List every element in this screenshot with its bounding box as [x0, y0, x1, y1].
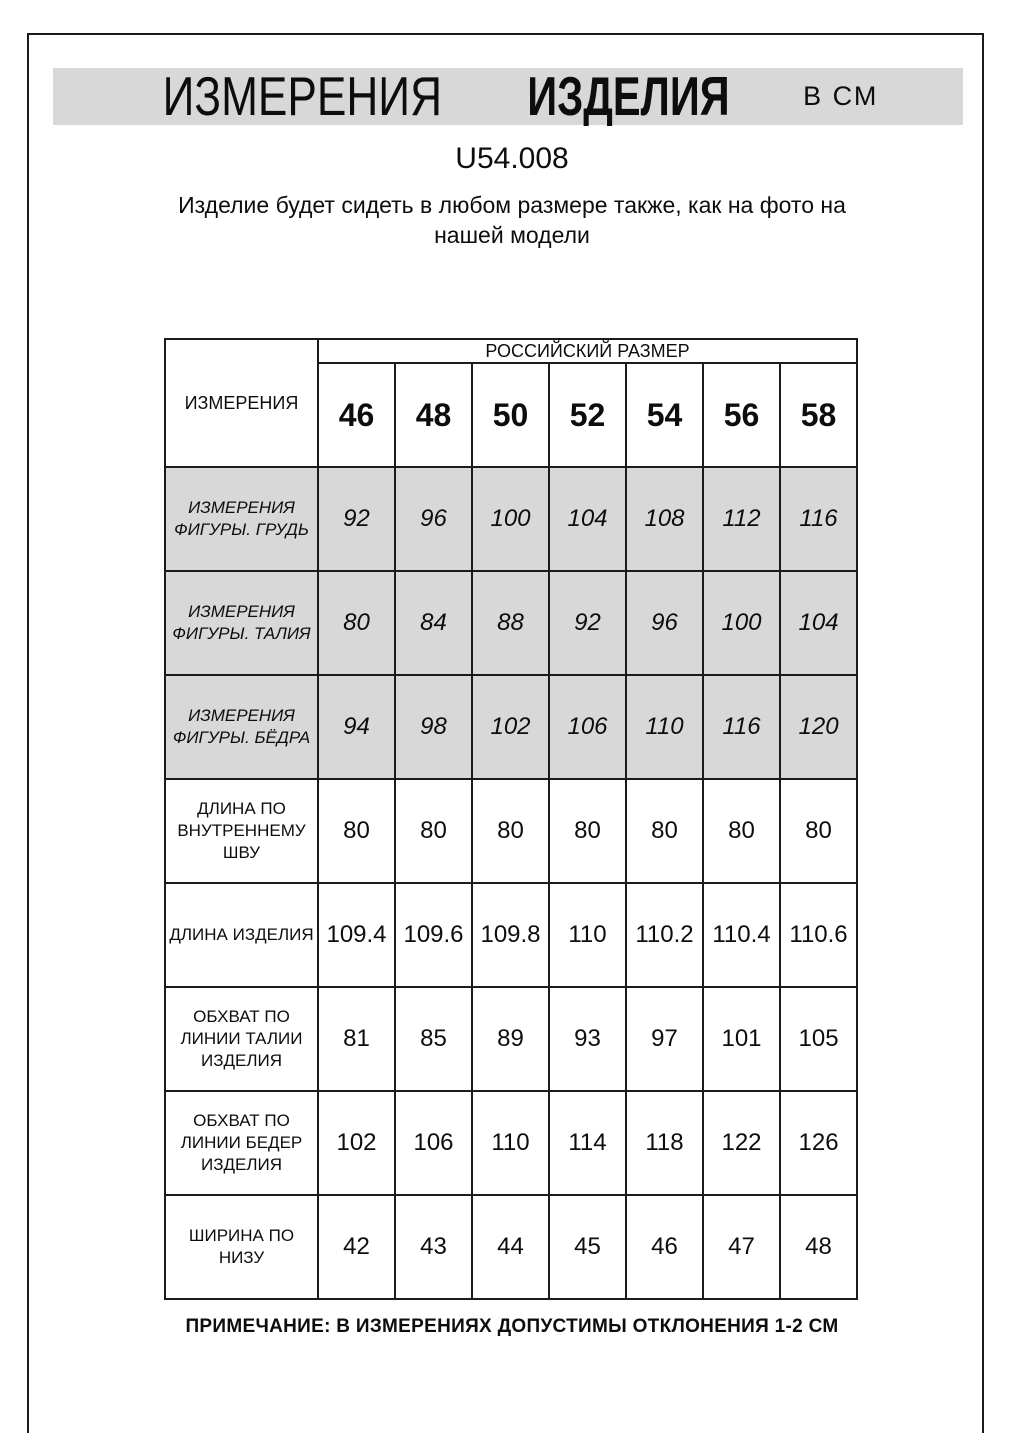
value-cell: 80 — [703, 779, 780, 883]
value-cell: 80 — [318, 779, 395, 883]
value-cell: 93 — [549, 987, 626, 1091]
row-label: ОБХВАТ ПО ЛИНИИ БЕДЕР ИЗДЕЛИЯ — [165, 1091, 318, 1195]
value-cell: 110 — [626, 675, 703, 779]
value-cell: 106 — [395, 1091, 472, 1195]
row-label: ДЛИНА ПО ВНУТРЕННЕМУ ШВУ — [165, 779, 318, 883]
subtitle: Изделие будет сидеть в любом размере также, как на фото на нашей модели — [178, 192, 846, 248]
value-cell: 80 — [472, 779, 549, 883]
table-row — [165, 675, 857, 779]
value-cell: 101 — [703, 987, 780, 1091]
value-cell: 100 — [472, 467, 549, 571]
value-cell: 126 — [780, 1091, 857, 1195]
value-cell: 104 — [549, 467, 626, 571]
value-cell: 80 — [626, 779, 703, 883]
value-cell: 88 — [472, 571, 549, 675]
value-cell: 110.2 — [626, 883, 703, 987]
table-row — [165, 571, 857, 675]
value-cell: 118 — [626, 1091, 703, 1195]
value-cell: 46 — [626, 1195, 703, 1299]
size-column-header: 56 — [703, 363, 780, 467]
value-cell: 114 — [549, 1091, 626, 1195]
value-cell: 80 — [549, 779, 626, 883]
value-cell: 106 — [549, 675, 626, 779]
note: ПРИМЕЧАНИЕ: В ИЗМЕРЕНИЯХ ДОПУСТИМЫ ОТКЛОНЕНИЯ 1-2 СМ — [185, 1316, 839, 1337]
value-cell: 94 — [318, 675, 395, 779]
value-cell: 43 — [395, 1195, 472, 1299]
value-cell: 92 — [318, 467, 395, 571]
value-cell: 80 — [318, 571, 395, 675]
corner-label: ИЗМЕРЕНИЯ — [165, 339, 318, 467]
value-cell: 116 — [780, 467, 857, 571]
value-cell: 105 — [780, 987, 857, 1091]
value-cell: 110 — [549, 883, 626, 987]
value-cell: 96 — [395, 467, 472, 571]
row-label: ОБХВАТ ПО ЛИНИИ ТАЛИИ ИЗДЕЛИЯ — [165, 987, 318, 1091]
value-cell: 47 — [703, 1195, 780, 1299]
value-cell: 42 — [318, 1195, 395, 1299]
value-cell: 45 — [549, 1195, 626, 1299]
value-cell: 92 — [549, 571, 626, 675]
value-cell: 97 — [626, 987, 703, 1091]
value-cell: 44 — [472, 1195, 549, 1299]
value-cell: 80 — [780, 779, 857, 883]
size-column-header: 48 — [395, 363, 472, 467]
value-cell: 108 — [626, 467, 703, 571]
row-label: ИЗМЕРЕНИЯ ФИГУРЫ. ГРУДЬ — [165, 467, 318, 571]
size-column-header: 54 — [626, 363, 703, 467]
size-column-header: 52 — [549, 363, 626, 467]
title-product: ИЗДЕЛИЯ — [527, 66, 730, 127]
table-group-header-row — [165, 339, 857, 363]
row-label: ШИРИНА ПО НИЗУ — [165, 1195, 318, 1299]
size-column-header: 58 — [780, 363, 857, 467]
table-row — [165, 987, 857, 1091]
value-cell: 100 — [703, 571, 780, 675]
value-cell: 116 — [703, 675, 780, 779]
value-cell: 98 — [395, 675, 472, 779]
title-measurements: ИЗМЕРЕНИЯ — [162, 66, 442, 127]
value-cell: 122 — [703, 1091, 780, 1195]
size-column-header: 46 — [318, 363, 395, 467]
size-group-header: РОССИЙСКИЙ РАЗМЕР — [318, 339, 857, 363]
header-bar — [53, 68, 963, 125]
value-cell: 104 — [780, 571, 857, 675]
title-unit: В СМ — [803, 81, 879, 111]
value-cell: 81 — [318, 987, 395, 1091]
table-row — [165, 1195, 857, 1299]
value-cell: 80 — [395, 779, 472, 883]
value-cell: 110.6 — [780, 883, 857, 987]
row-label: ИЗМЕРЕНИЯ ФИГУРЫ. ТАЛИЯ — [165, 571, 318, 675]
value-cell: 109.8 — [472, 883, 549, 987]
value-cell: 96 — [626, 571, 703, 675]
value-cell: 85 — [395, 987, 472, 1091]
value-cell: 110.4 — [703, 883, 780, 987]
size-table — [164, 338, 858, 1300]
size-column-header: 50 — [472, 363, 549, 467]
table-row — [165, 467, 857, 571]
value-cell: 109.4 — [318, 883, 395, 987]
value-cell: 84 — [395, 571, 472, 675]
table-row — [165, 883, 857, 987]
value-cell: 112 — [703, 467, 780, 571]
value-cell: 48 — [780, 1195, 857, 1299]
value-cell: 102 — [472, 675, 549, 779]
article-number: U54.008 — [455, 142, 569, 175]
value-cell: 102 — [318, 1091, 395, 1195]
row-label: ИЗМЕРЕНИЯ ФИГУРЫ. БЁДРА — [165, 675, 318, 779]
value-cell: 89 — [472, 987, 549, 1091]
value-cell: 109.6 — [395, 883, 472, 987]
value-cell: 120 — [780, 675, 857, 779]
table-row — [165, 779, 857, 883]
row-label: ДЛИНА ИЗДЕЛИЯ — [165, 883, 318, 987]
value-cell: 110 — [472, 1091, 549, 1195]
table-row — [165, 1091, 857, 1195]
